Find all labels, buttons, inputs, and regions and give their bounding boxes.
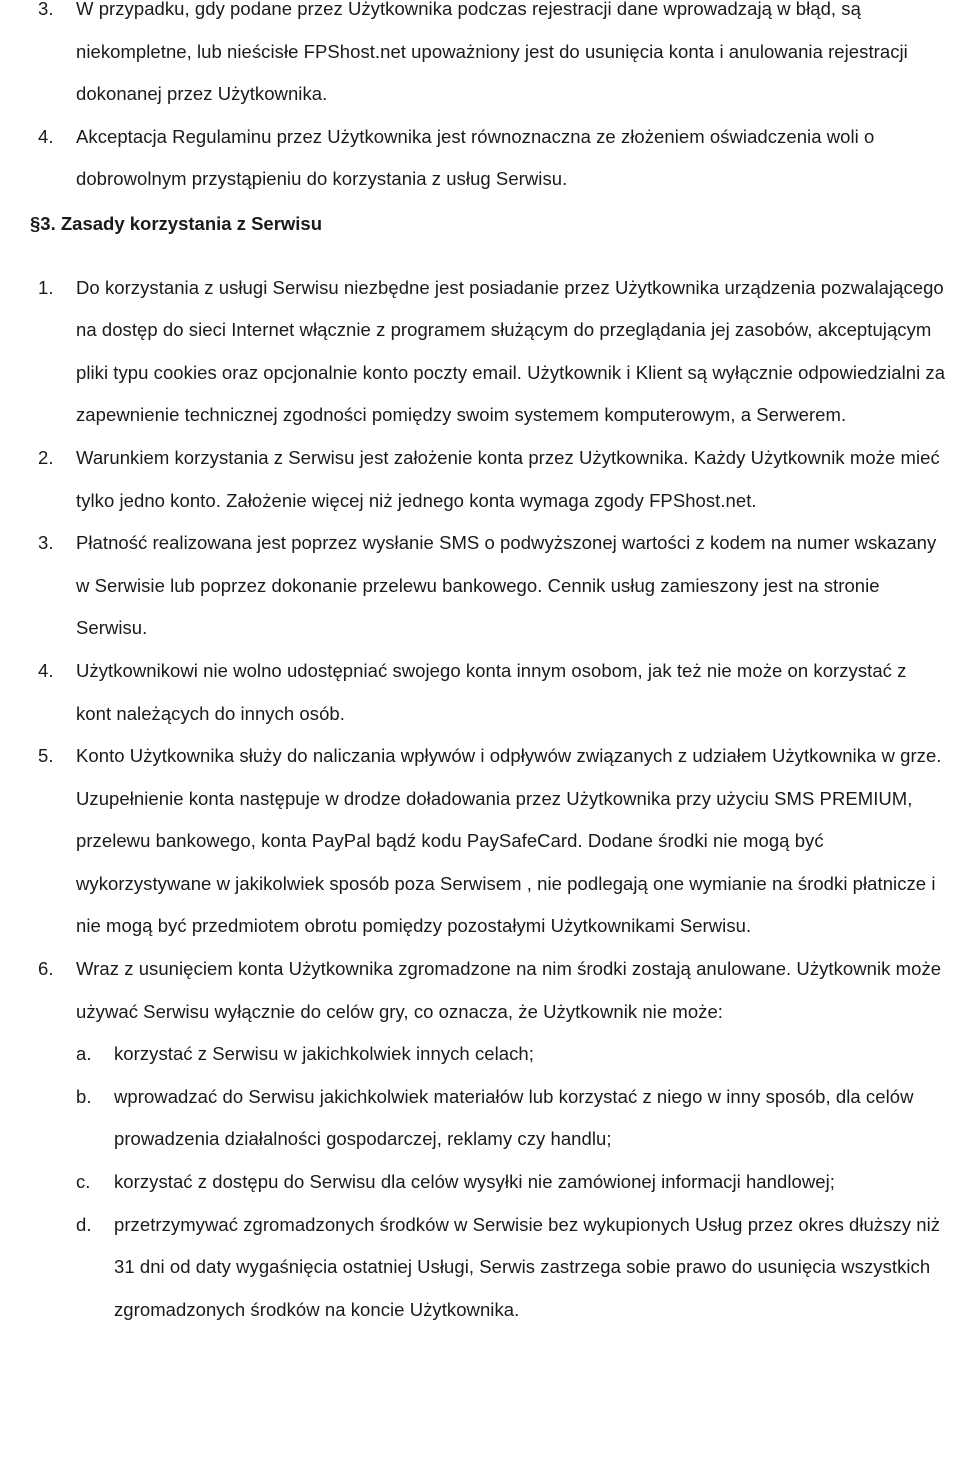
list-number: 1. (38, 276, 54, 298)
sub-list-text: przetrzymywać zgromadzonych środków w Serwisie bez wykupionych Usług przez okres dłuższy niż 31 dni od daty wygaśnięcia ostatniej Usługi, Serwis zastrzega sobie prawo do usunięcia wszystkich zgromadzonych środków na koncie Użytkownika. (114, 1213, 941, 1320)
list-text: Warunkiem korzystania z Serwisu jest założenie konta przez Użytkownika. Każdy Użytkownik może mieć tylko jedno konto. Założenie więcej niż jednego konta wymaga zgody FPShost.net. (76, 446, 940, 511)
list-text: Płatność realizowana jest poprzez wysłanie SMS o podwyższonej wartości z kodem na numer wskazany w Serwisie lub poprzez dokonanie przelewu bankowego. Cennik usług zamieszony jest na stronie Serwisu. (76, 532, 937, 639)
sub-list-item (0, 1033, 954, 1076)
sub-list (0, 1033, 960, 1331)
sub-list-item (0, 1161, 954, 1204)
list-item (0, 0, 946, 116)
sub-list-item (0, 1076, 954, 1161)
list-number: 4. (38, 125, 54, 147)
list-number: 5. (38, 745, 54, 767)
sub-list-letter: b. (76, 1085, 92, 1107)
list-number: 3. (38, 0, 54, 19)
sub-list-letter: d. (76, 1213, 92, 1235)
list-item (0, 735, 946, 948)
section-3-list (0, 267, 960, 1332)
list-number: 4. (38, 659, 54, 681)
list-item (0, 650, 946, 735)
list-text: Do korzystania z usługi Serwisu niezbędne jest posiadanie przez Użytkownika urządzenia pozwalającego na dostęp do sieci Internet włącznie z programem służącym do przeglądania jej zasobów, akceptującym pliki typu cookies oraz opcjonalnie konto poczty email. Użytkownik i Klient są wyłącznie odpowiedzialni za zapewnienie technicznej zgodności pomiędzy swoim systemem komputerowym, a Serwerem. (76, 276, 946, 426)
list-number: 2. (38, 446, 54, 468)
section-2-continuation (0, 0, 960, 201)
sub-list-item (0, 1204, 954, 1332)
list-item (0, 267, 946, 437)
list-number: 3. (38, 532, 54, 554)
sub-list-text: korzystać z dostępu do Serwisu dla celów wysyłki nie zamówionej informacji handlowej; (114, 1171, 835, 1193)
list-text: Konto Użytkownika służy do naliczania wpływów i odpływów związanych z udziałem Użytkownika w grze. Uzupełnienie konta następuje w drodze doładowania przez Użytkownika przy użyciu SMS PREMIUM, przelewu bankowego, konta PayPal bądź kodu PaySafeCard. Dodane środki nie mogą być wykorzystywane w jakikolwiek sposób poza Serwisem , nie podlegają one wymianie na środki płatnicze i nie mogą być przedmiotem obrotu pomiędzy pozostałymi Użytkownikami Serwisu. (76, 745, 942, 937)
sub-list-letter: c. (76, 1171, 91, 1193)
list-text: Użytkownikowi nie wolno udostępniać swojego konta innym osobom, jak też nie może on korzystać z kont należących do innych osób. (76, 659, 907, 724)
list-item (0, 437, 946, 522)
list-item (0, 948, 946, 1033)
list-item (0, 522, 946, 650)
list-text: Akceptacja Regulaminu przez Użytkownika jest równoznaczna ze złożeniem oświadczenia woli o dobrowolnym przystąpieniu do korzystania z usług Serwisu. (76, 125, 875, 190)
section-heading: §3. Zasady korzystania z Serwisu (30, 212, 323, 234)
list-number: 6. (38, 958, 54, 980)
list-text: Wraz z usunięciem konta Użytkownika zgromadzone na nim środki zostają anulowane. Użytkownik może używać Serwisu wyłącznie do celów gry, co oznacza, że Użytkownik nie może: (76, 958, 942, 1022)
list-item (0, 116, 946, 201)
sub-list-text: korzystać z Serwisu w jakichkolwiek innych celach; (114, 1043, 534, 1065)
sub-list-text: wprowadzać do Serwisu jakichkolwiek materiałów lub korzystać z niego w inny sposób, dla celów prowadzenia działalności gospodarczej, reklamy czy handlu; (114, 1085, 914, 1150)
list-text: W przypadku, gdy podane przez Użytkownika podczas rejestracji dane wprowadzają w błąd, są niekompletne, lub nieścisłe FPShost.net upoważniony jest do usunięcia konta i anulowania rejestracji dokonanej przez Użytkownika. (76, 0, 908, 105)
sub-list-letter: a. (76, 1043, 92, 1065)
